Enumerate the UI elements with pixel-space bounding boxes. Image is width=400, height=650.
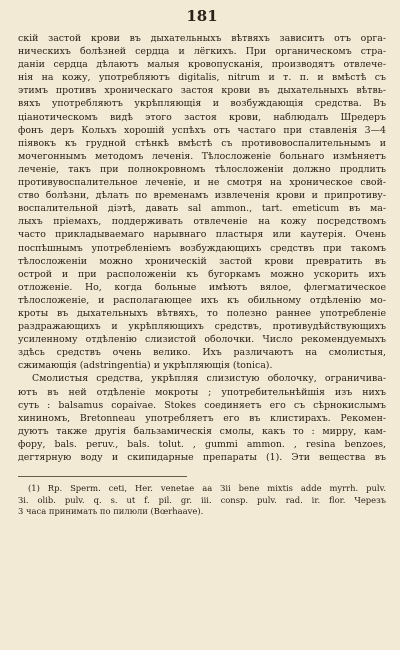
footnote-line: (1) Rp. Sperm. ceti, Her. venetae aa Зii bene mixtis adde myrrh. pulv.: [28, 483, 386, 494]
text-line: воспалительной діэтѣ, давать sal ammon., tart. emeticum въ ма-: [18, 203, 386, 215]
text-line: ціанотическомъ видѣ этого застоя крови, наблюдалъ Шредеръ: [18, 111, 386, 123]
text-line: хининомъ, Bretonneau употребляетъ его въ клистирахъ. Рекомен-: [18, 412, 386, 424]
text-line: тѣлосложеніи можно хроническій застой крови превратить въ: [18, 255, 386, 267]
text-line: суть : balsamus copaivae. Stokes соединяетъ его съ сѣрнокислымъ: [18, 399, 386, 411]
text-line: поспѣшнымъ употребленіемъ возбуждающихъ средствъ при такомъ: [18, 242, 386, 254]
text-line: леченіе, такъ при полнокровномъ тѣлосложеніи должно продлить: [18, 163, 386, 175]
text-line: сжимающія (adstringentia) и укрѣпляющія (tonica).: [18, 360, 273, 372]
text-line: раздражающихъ и укрѣпляющихъ средствъ, противудѣйствующихъ: [18, 321, 386, 333]
page-number: 181: [186, 7, 218, 25]
text-line: скій застой крови въ дыхательныхъ вѣтвяхъ зависитъ отъ орга-: [18, 33, 386, 44]
text-line: ническихъ болѣзней сердца и лёгкихъ. При органическомъ стра-: [18, 46, 386, 58]
text-line: фонъ деръ Кольхъ хорошій успѣхъ отъ частаго при ставленія 3—4: [18, 124, 386, 136]
footnote-line: Зi. olib. pulv. q. s. ut f. pil. gr. iii. consp. pulv. rad. ir. flor. Черезъ: [18, 494, 386, 505]
text-line: острой и при расположеніи къ бугоркамъ можно ускорить ихъ: [18, 268, 386, 280]
text-line: противувоспалительное леченіе, и не смотря на хроническое свой-: [18, 177, 386, 189]
text-line: тѣлосложеніе, и располагающее ихъ къ обильному отдѣленію мо-: [18, 294, 386, 306]
text-line: ютъ въ ней отдѣленіе мокроты ; употребительнѣйшія изъ нихъ: [18, 386, 386, 398]
text-line: здѣсь средствъ очень велико. Ихъ различаютъ на смолистыя,: [18, 347, 386, 359]
footnote-line: 3 часа принимать по пилюли (Bœrhaave).: [18, 506, 204, 517]
text-line: мочегоннымъ методомъ леченія. Тѣлосложеніе больнаго измѣняетъ: [18, 150, 386, 162]
text-line: кроты въ дыхательныхъ вѣтвяхъ, то полезно раннее употребленіе: [18, 307, 386, 319]
text-line: ство болѣзни, дѣлать по временамъ извлеченія крови и припротиву-: [18, 190, 386, 202]
text-line: нія на кожу, употребляютъ digitalis, nitrum и т. п. и вмѣстѣ съ: [18, 72, 386, 84]
text-line: даніи сердца дѣлаютъ малыя кровопусканія, производятъ отвлече-: [18, 59, 386, 71]
text-line: отложеніе. Но, когда больные имѣютъ вялое, флегматическое: [18, 281, 386, 293]
text-line: усиленному отдѣленію слизистой оболочки. Число рекомендуемыхъ: [18, 334, 386, 346]
text-line: дегтярную воду и скипидарные препараты (1). Эти вещества въ: [18, 452, 386, 463]
text-line: этимъ противъ хроническаго застоя крови въ дыхательныхъ вѣтвь-: [18, 85, 386, 97]
text-line: фору, bals. peruv., bals. tolut. , gummi ammon. , resina benzoes,: [18, 438, 386, 450]
paragraph-start-line: Смолистыя средства, укрѣпляя слизистую оболочку, ограничива-: [32, 373, 386, 385]
text-line: лыхъ пріемахъ, поддерживать отвлеченіе на кожу посредствомъ: [18, 216, 386, 228]
text-line: дуютъ также другія бальзамическія смолы, какъ то : мирру, кам-: [18, 425, 386, 437]
footnote-divider: [18, 476, 187, 477]
body-text: [18, 32, 386, 464]
footnotes: [18, 483, 386, 518]
text-line: часто прикладываемаго нарывнаго пластыря или каутерія. Очень: [18, 229, 386, 241]
text-line: піявокъ къ грудной стѣнкѣ вмѣстѣ съ противовоспалительнымъ и: [18, 137, 386, 149]
text-line: вяхъ употребляютъ укрѣпляющія и возбуждающія средства. Въ: [18, 98, 386, 110]
